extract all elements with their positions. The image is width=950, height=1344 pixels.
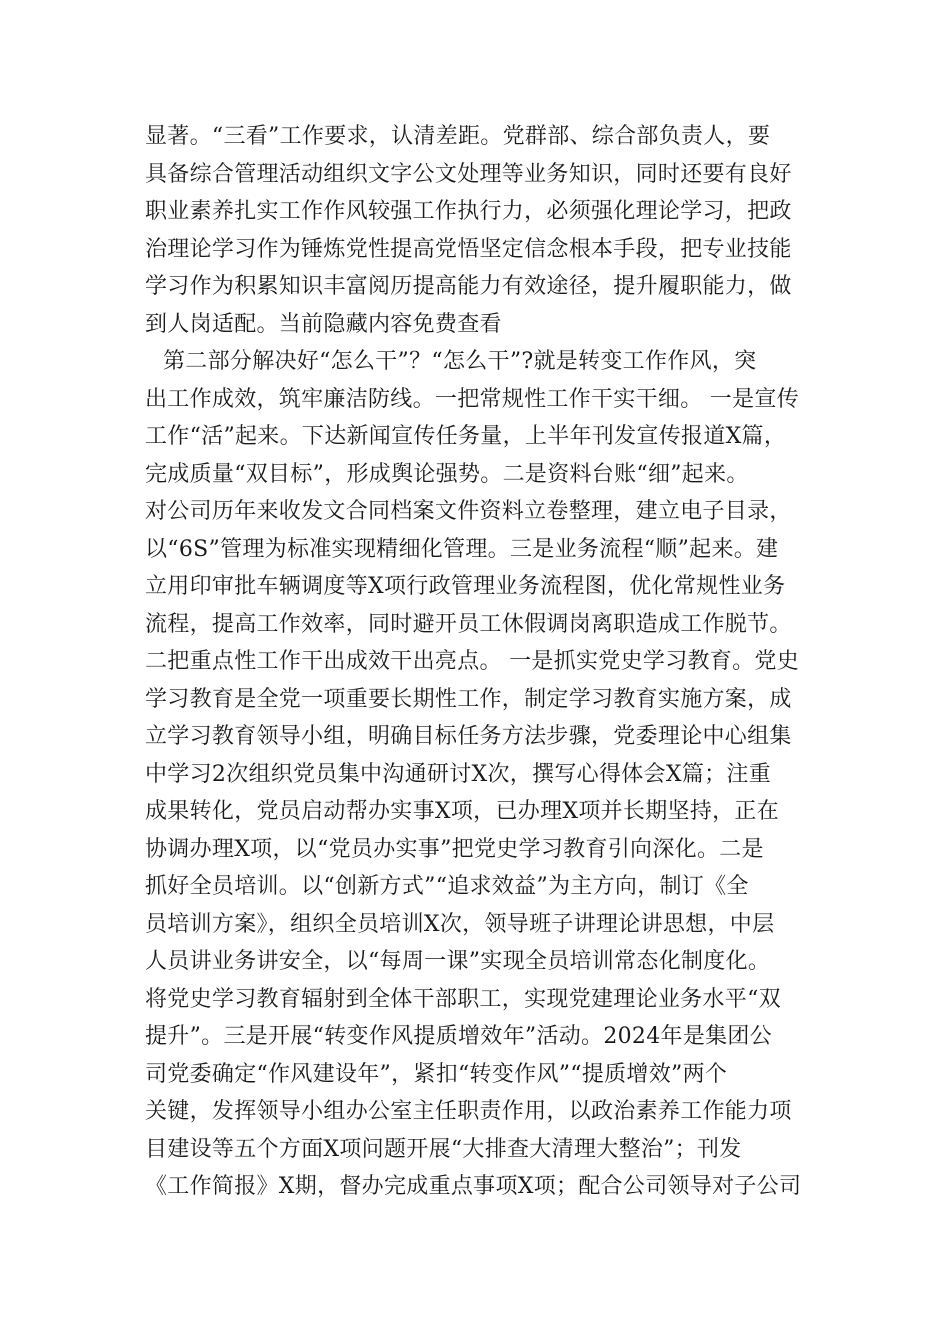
text-line: 《工作简报》X期，督办完成重点事项X项；配合公司领导对子公司 <box>145 1174 802 1199</box>
text-line: 具备综合管理活动组织文字公文处理等业务知识，同时还要有良好 <box>145 161 792 187</box>
text-line: 目建设等五个方面X项问题开展“大排查大清理大整治”；刊发 <box>145 1136 742 1162</box>
text-line: 立学习教育领导小组，明确目标任务方法步骤，党委理论中心组集 <box>145 724 792 749</box>
text-line: 完成质量“双目标”，形成舆论强势。二是资料台账“细”起来。 <box>145 461 749 487</box>
text-line: 中学习2次组织党员集中沟通研讨X次，撰写心得体会X篇；注重 <box>145 761 772 787</box>
text-line: 以“6S”管理为标准实现精细化管理。三是业务流程“顺”起来。建 <box>145 536 779 562</box>
text-line: 到人岗适配。当前隐藏内容免费查看 <box>145 311 502 337</box>
text-line: 学习教育是全党一项重要长期性工作，制定学习教育实施方案，成 <box>145 686 792 712</box>
text-line: 协调办理X项，以“党员办实事”把党史学习教育引向深化。二是 <box>145 836 764 862</box>
text-line: 关键，发挥领导小组办公室主任职责作用，以政治素养工作能力项 <box>145 1099 792 1124</box>
body-text <box>145 118 807 1206</box>
text-line: 工作“活”起来。下达新闻宣传任务量，上半年刊发宣传报道X篇， <box>145 424 787 449</box>
text-line: 治理论学习作为锤炼党性提高党悟坚定信念根本手段，把专业技能 <box>145 236 792 262</box>
text-line: 员培训方案》，组织全员培训X次，领导班子讲理论讲思想，中层 <box>145 911 775 937</box>
text-line: 抓好全员培训。以“创新方式”“追求效益”为主方向，制订《全 <box>145 874 749 899</box>
text-line: 出工作成效，筑牢廉洁防线。一把常规性工作干实干细。 一是宣传 <box>145 386 799 412</box>
text-line: 司党委确定“作风建设年”，紧扣“转变作风”“提质增效”两个 <box>145 1061 728 1087</box>
text-line: 职业素养扎实工作作风较强工作执行力，必须强化理论学习，把政 <box>145 199 792 224</box>
text-line: 学习作为积累知识丰富阅历提高能力有效途径，提升履职能力，做 <box>145 274 792 299</box>
paragraph-start-line: 第二部分解决好“怎么干”？“怎么干”?就是转变工作作风，突 <box>163 349 757 374</box>
text-line: 显著。“三看”工作要求，认清差距。党群部、综合部负责人，要 <box>145 124 771 149</box>
text-line: 成果转化，党员启动帮办实事X项，已办理X项并长期坚持，正在 <box>145 799 780 824</box>
text-line: 立用印审批车辆调度等X项行政管理业务流程图，优化常规性业务 <box>145 574 786 599</box>
text-line: 对公司历年来收发文合同档案文件资料立卷整理，建立电子目录， <box>145 499 792 524</box>
text-line: 二把重点性工作干出成效干出亮点。 一是抓实党史学习教育。党史 <box>145 649 799 674</box>
text-line: 将党史学习教育辐射到全体干部职工，实现党建理论业务水平“双 <box>145 986 781 1012</box>
text-line: 人员讲业务讲安全，以“每周一课”实现全员培训常态化制度化。 <box>145 949 771 974</box>
text-line: 提升”。三是开展“转变作风提质增效年”活动。2024年是集团公 <box>145 1024 773 1049</box>
text-line: 流程，提高工作效率，同时避开员工休假调岗离职造成工作脱节。 <box>145 611 792 637</box>
